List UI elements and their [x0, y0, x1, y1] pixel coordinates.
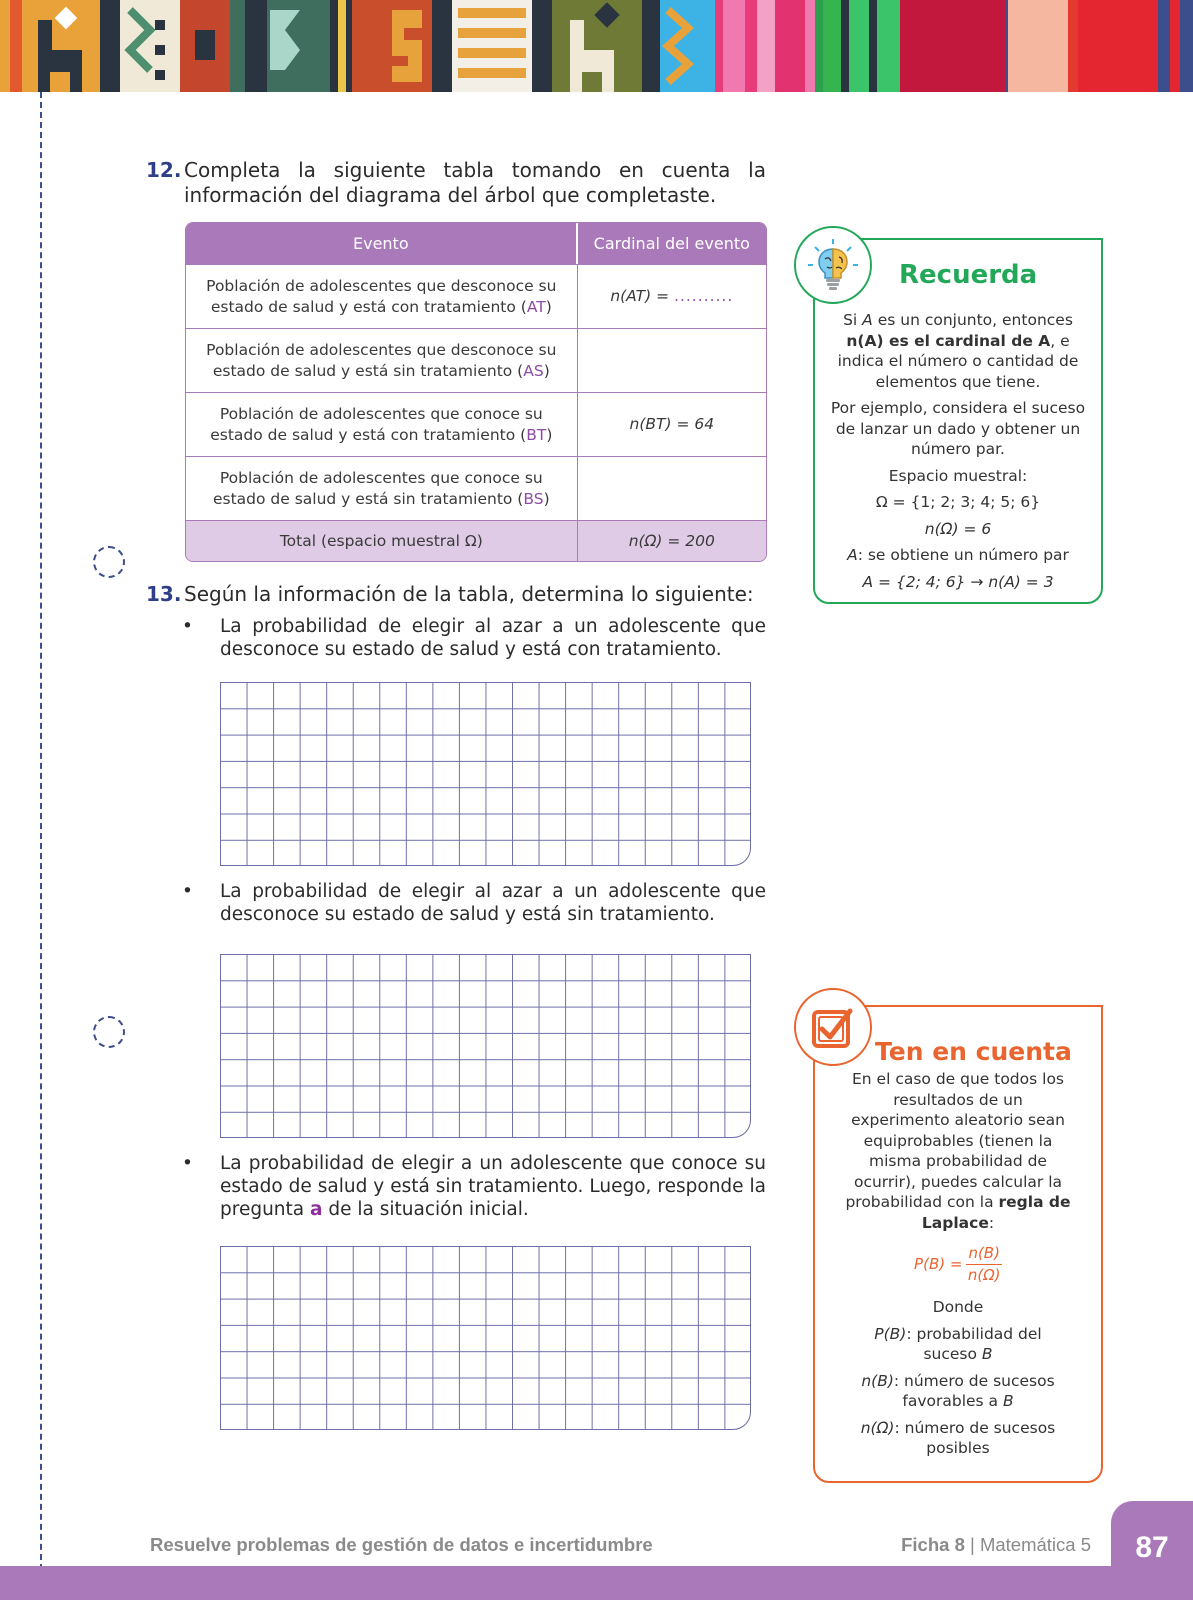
laplace-formula: P(B) = $\frac{n(B)}{n(\Omega)}$: [914, 1244, 1001, 1284]
recuerda-badge: [794, 226, 872, 304]
cardinal-answer-cell[interactable]: [578, 328, 766, 392]
table-total-row: [186, 520, 766, 561]
cardinal-answer-cell[interactable]: [578, 456, 766, 520]
bullet-text: La probabilidad de elegir al azar a un adolescente que desconoce su estado de salud y está sin tratamiento.: [220, 881, 766, 925]
answer-grid[interactable]: [220, 1246, 751, 1430]
ten-en-cuenta-title: Ten en cuenta: [875, 1037, 1072, 1066]
checkbox-check-icon: [808, 1002, 858, 1052]
bullet-dot: •: [182, 881, 193, 902]
bullet-text: La probabilidad de elegir a un adolescente que conoce su estado de salud y está sin tratamiento. Luego, responde la pregunta a de la situación inicial.: [220, 1153, 766, 1220]
bullet-dot: •: [182, 1153, 193, 1174]
recuerda-title: Recuerda: [899, 260, 1038, 290]
question-number: 12.: [146, 158, 182, 182]
event-cell: Población de adolescentes que conoce su estado de salud y está con tratamiento (BT): [186, 392, 578, 456]
page-number: 87: [1111, 1501, 1193, 1600]
table-row: [186, 328, 766, 392]
footer-ficha: Ficha 8 | Matemática 5: [901, 1534, 1091, 1555]
textile-pattern: [0, 0, 1193, 92]
bullet-text: La probabilidad de elegir al azar a un adolescente que desconoce su estado de salud y está con tratamiento.: [220, 616, 766, 660]
table-header-cardinal: Cardinal del evento: [578, 223, 766, 264]
event-cell: Población de adolescentes que desconoce su estado de salud y está con tratamiento (AT): [186, 264, 578, 328]
footer-band: [0, 1566, 1193, 1600]
question-number: 13.: [146, 582, 182, 606]
punch-hole-marker: [93, 546, 125, 578]
event-cell: Población de adolescentes que conoce su estado de salud y está sin tratamiento (BS): [186, 456, 578, 520]
question-13: [146, 582, 766, 607]
bullet-item: [182, 880, 766, 926]
punch-hole-marker: [93, 1016, 125, 1048]
table-row: [186, 456, 766, 520]
table-header-evento: Evento: [186, 223, 578, 264]
table-row: [186, 392, 766, 456]
ten-en-cuenta-box: [813, 1005, 1103, 1483]
bullet-dot: •: [182, 616, 193, 637]
answer-grid[interactable]: [220, 954, 751, 1138]
binding-dashed-line: [40, 92, 42, 1600]
event-cell: Población de adolescentes que desconoce su estado de salud y está sin tratamiento (AS): [186, 328, 578, 392]
ten-en-cuenta-body: En el caso de que todos los resultados de un experimento aleatorio sean equiprobables (tienen la misma probabilidad de ocurrir), puedes calcular la probabilidad con la regla de Laplace: P(B) = $\frac{n(B)}{n(\Omega)}$ Donde P(B): probabilidad del suceso B n(B): número de sucesos favorables a B n(Ω): número de sucesos posibles: [829, 1069, 1087, 1465]
footer-competency: Resuelve problemas de gestión de datos e incertidumbre: [150, 1534, 653, 1555]
brain-lightbulb-icon: [805, 237, 861, 293]
question-text: Según la información de la tabla, determina lo siguiente:: [184, 582, 754, 606]
cardinal-cell: n(BT) = 64: [578, 392, 766, 456]
total-cardinal: n(Ω) = 200: [578, 520, 766, 561]
answer-blank[interactable]: ..........: [674, 287, 734, 305]
question-text: Completa la siguiente tabla tomando en cuenta la información del diagrama del árbol que completaste.: [184, 158, 766, 207]
question-12: [146, 158, 766, 208]
decorative-textile-banner: [0, 0, 1193, 92]
bullet-item: [182, 615, 766, 661]
total-label: Total (espacio muestral Ω): [186, 520, 578, 561]
answer-grid[interactable]: [220, 682, 751, 866]
table-row: [186, 264, 766, 328]
cardinal-cell[interactable]: n(AT) = ..........: [578, 264, 766, 328]
bullet-item: [182, 1152, 766, 1221]
ten-en-cuenta-badge: [794, 988, 872, 1066]
recuerda-body: Si A es un conjunto, entonces n(A) es el cardinal de A, e indica el número o cantidad de elementos que tiene. Por ejemplo, considera el suceso de lanzar un dado y obtener un número par. Espacio muestral: Ω = {1; 2; 3; 4; 5; 6} n(Ω) = 6 A: se obtiene un número par A = {2; 4; 6} → n(A) = 3: [830, 311, 1086, 591]
events-table: [185, 222, 767, 562]
